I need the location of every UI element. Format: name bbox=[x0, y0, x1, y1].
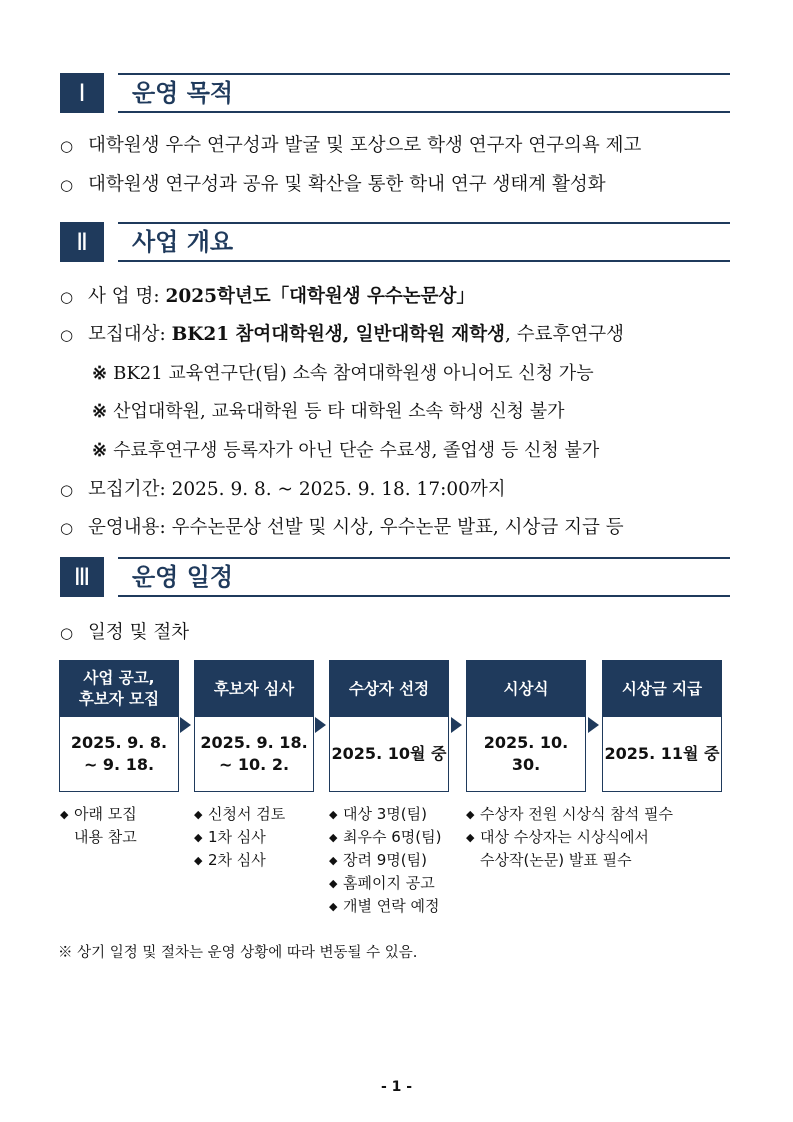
section-number: Ⅱ bbox=[60, 222, 104, 262]
step-box bbox=[194, 660, 314, 792]
arrow-right-icon bbox=[588, 717, 599, 733]
bullet-icon: ○ bbox=[60, 137, 74, 155]
footnote: ※ 상기 일정 및 절차는 운영 상황에 따라 변동될 수 있음. bbox=[58, 945, 418, 961]
step-details: ◆ 수상자 전원 시상식 참석 필수 ◆ 대상 수상자는 시상식에서 수상작(논문) 발표 필수 bbox=[466, 805, 673, 869]
note-item: ※ BK21 교육연구단(팀) 소속 참여대학원생 아니어도 신청 가능 bbox=[92, 363, 594, 384]
step-title: 시상식 bbox=[467, 661, 585, 717]
step-date: 2025. 9. 18. ~ 10. 2. bbox=[200, 733, 308, 774]
program-name: 2025학년도「대학원생 우수논문상」 bbox=[165, 286, 475, 307]
reference-mark-icon: ※ bbox=[92, 440, 108, 461]
list-item: ○ 일정 및 절차 bbox=[60, 622, 190, 643]
step-title: 수상자 선정 bbox=[330, 661, 448, 717]
list-item: ○ 모집기간: 2025. 9. 8. ~ 2025. 9. 18. 17:00까지 bbox=[60, 479, 506, 500]
note-item: ※ 산업대학원, 교육대학원 등 타 대학원 소속 학생 신청 불가 bbox=[92, 401, 565, 422]
bullet-icon: ○ bbox=[60, 176, 74, 194]
diamond-icon: ◆ bbox=[329, 854, 338, 867]
section-1-heading bbox=[60, 73, 730, 113]
step-box bbox=[329, 660, 449, 792]
step-details: ◆ 신청서 검토 ◆ 1차 심사 ◆ 2차 심사 bbox=[194, 803, 285, 872]
page-number: - 1 - bbox=[380, 1079, 413, 1095]
section-title: 사업 개요 bbox=[132, 228, 234, 256]
step-title: 사업 공고, 후보자 모집 bbox=[60, 661, 178, 717]
bullet-icon: ○ bbox=[60, 326, 74, 344]
step-date: 2025. 11월 중 bbox=[604, 744, 720, 763]
reference-mark-icon: ※ bbox=[92, 363, 108, 384]
diamond-icon: ◆ bbox=[329, 877, 338, 890]
section-title: 운영 목적 bbox=[132, 79, 234, 107]
step-details: ◆ 대상 3명(팀) ◆ 최우수 6명(팀) ◆ 장려 9명(팀) ◆ 홈페이지 공고 ◆ 개별 연락 예정 bbox=[329, 803, 441, 918]
step-title: 후보자 심사 bbox=[195, 661, 313, 717]
diamond-icon: ◆ bbox=[329, 900, 338, 913]
step-date: 2025. 10. 30. bbox=[483, 733, 569, 774]
section-number: Ⅲ bbox=[60, 557, 104, 597]
reference-mark-icon: ※ bbox=[92, 401, 108, 422]
diamond-icon: ◆ bbox=[329, 808, 338, 821]
diamond-icon: ◆ bbox=[466, 808, 475, 821]
list-item: ○ 대학원생 우수 연구성과 발굴 및 포상으로 학생 연구자 연구의욕 제고 bbox=[60, 135, 642, 156]
section-2-heading bbox=[60, 222, 730, 262]
step-title: 시상금 지급 bbox=[603, 661, 721, 717]
section-title: 운영 일정 bbox=[132, 563, 234, 591]
step-box bbox=[59, 660, 179, 792]
list-item: ○ 운영내용: 우수논문상 선발 및 시상, 우수논문 발표, 시상금 지급 등 bbox=[60, 517, 624, 538]
section-3-heading bbox=[60, 557, 730, 597]
section-number: Ⅰ bbox=[60, 73, 104, 113]
diamond-icon: ◆ bbox=[194, 831, 203, 844]
diamond-icon: ◆ bbox=[60, 808, 69, 821]
list-item: ○ 모집대상: BK21 참여대학원생, 일반대학원 재학생, 수료후연구생 bbox=[60, 324, 625, 345]
list-item: ○ 대학원생 연구성과 공유 및 확산을 통한 학내 연구 생태계 활성화 bbox=[60, 174, 606, 195]
diamond-icon: ◆ bbox=[329, 831, 338, 844]
arrow-right-icon bbox=[180, 717, 191, 733]
bullet-icon: ○ bbox=[60, 519, 74, 537]
arrow-right-icon bbox=[315, 717, 326, 733]
step-box bbox=[466, 660, 586, 792]
note-item: ※ 수료후연구생 등록자가 아닌 단순 수료생, 졸업생 등 신청 불가 bbox=[92, 440, 600, 461]
diamond-icon: ◆ bbox=[194, 808, 203, 821]
step-date: 2025. 10월 중 bbox=[331, 744, 447, 763]
bullet-icon: ○ bbox=[60, 624, 74, 642]
list-item: ○ 사 업 명: 2025학년도「대학원생 우수논문상」 bbox=[60, 286, 475, 307]
diamond-icon: ◆ bbox=[194, 854, 203, 867]
step-box bbox=[602, 660, 722, 792]
step-date: 2025. 9. 8. ~ 9. 18. bbox=[70, 733, 168, 774]
arrow-right-icon bbox=[451, 717, 462, 733]
diamond-icon: ◆ bbox=[466, 831, 475, 844]
bullet-icon: ○ bbox=[60, 288, 74, 306]
target-value: BK21 참여대학원생, 일반대학원 재학생 bbox=[171, 324, 506, 345]
step-details: ◆ 아래 모집 내용 참고 bbox=[60, 805, 137, 846]
bullet-icon: ○ bbox=[60, 481, 74, 499]
